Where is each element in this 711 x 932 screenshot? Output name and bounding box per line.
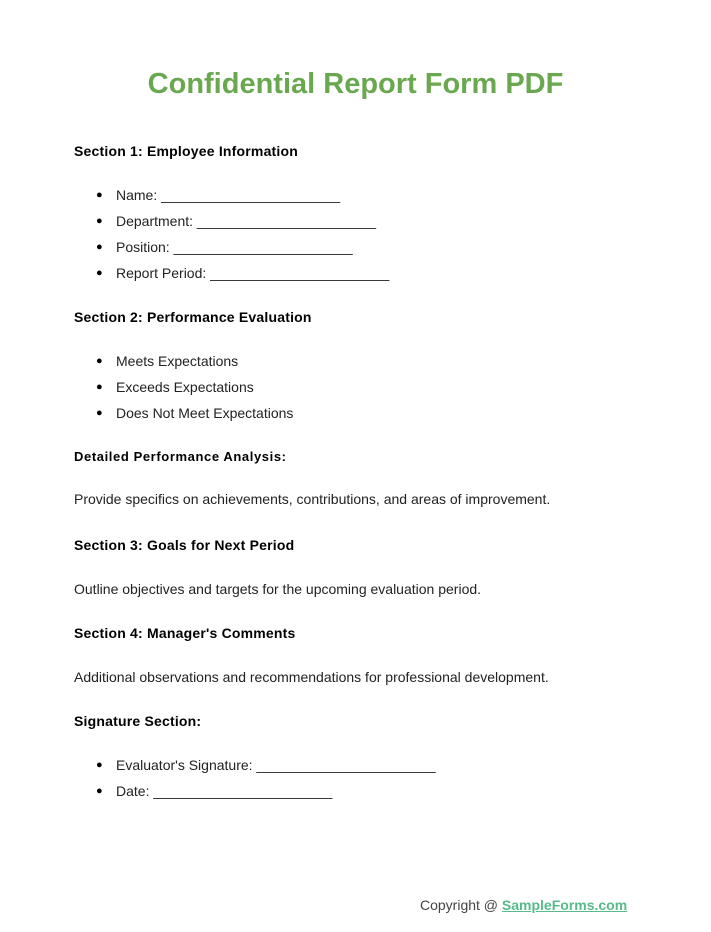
bullet-icon: ● <box>96 267 103 279</box>
list-item[interactable] <box>0 187 389 213</box>
comments-text: Additional observations and recommendations for professional development. <box>74 669 549 685</box>
bullet-icon: ● <box>96 381 103 393</box>
section-1-heading: Section 1: Employee Information <box>74 143 299 159</box>
report-period-field-label: Report Period: _______________________ <box>116 265 390 281</box>
bullet-icon: ● <box>96 189 103 201</box>
position-field-label: Position: _______________________ <box>116 239 353 255</box>
list-item[interactable] <box>0 757 436 783</box>
list-item[interactable] <box>0 379 293 405</box>
department-field-label: Department: _______________________ <box>116 213 377 229</box>
analysis-text: Provide specifics on achievements, contributions, and areas of improvement. <box>74 491 551 507</box>
date-field-label: Date: _______________________ <box>116 783 333 799</box>
copyright-footer <box>420 897 627 913</box>
copyright-prefix: Copyright @ <box>420 897 502 913</box>
signature-list <box>0 757 436 809</box>
page-title: Confidential Report Form PDF <box>147 68 564 100</box>
bullet-icon: ● <box>96 215 103 227</box>
evaluator-signature-label: Evaluator's Signature: _______________________ <box>116 757 436 773</box>
does-not-meet-option: Does Not Meet Expectations <box>116 405 294 421</box>
bullet-icon: ● <box>96 759 103 771</box>
meets-expectations-option: Meets Expectations <box>116 353 239 369</box>
bullet-icon: ● <box>96 785 103 797</box>
list-item[interactable] <box>0 353 293 379</box>
exceeds-expectations-option: Exceeds Expectations <box>116 379 254 395</box>
employee-info-list <box>0 187 389 291</box>
bullet-icon: ● <box>96 355 103 367</box>
list-item[interactable] <box>0 213 389 239</box>
bullet-icon: ● <box>96 407 103 419</box>
sampleforms-link[interactable]: SampleForms.com <box>501 897 628 913</box>
list-item[interactable] <box>0 265 389 291</box>
performance-options-list <box>0 353 293 431</box>
bullet-icon: ● <box>96 241 103 253</box>
section-3-heading: Section 3: Goals for Next Period <box>74 537 295 553</box>
signature-heading: Signature Section: <box>74 713 202 729</box>
list-item[interactable] <box>0 783 436 809</box>
section-4-heading: Section 4: Manager's Comments <box>74 625 296 641</box>
goals-text: Outline objectives and targets for the upcoming evaluation period. <box>74 581 482 597</box>
analysis-heading: Detailed Performance Analysis: <box>74 449 287 464</box>
name-field-label: Name: _______________________ <box>116 187 341 203</box>
section-2-heading: Section 2: Performance Evaluation <box>74 309 312 325</box>
list-item[interactable] <box>0 239 389 265</box>
list-item[interactable] <box>0 405 293 431</box>
